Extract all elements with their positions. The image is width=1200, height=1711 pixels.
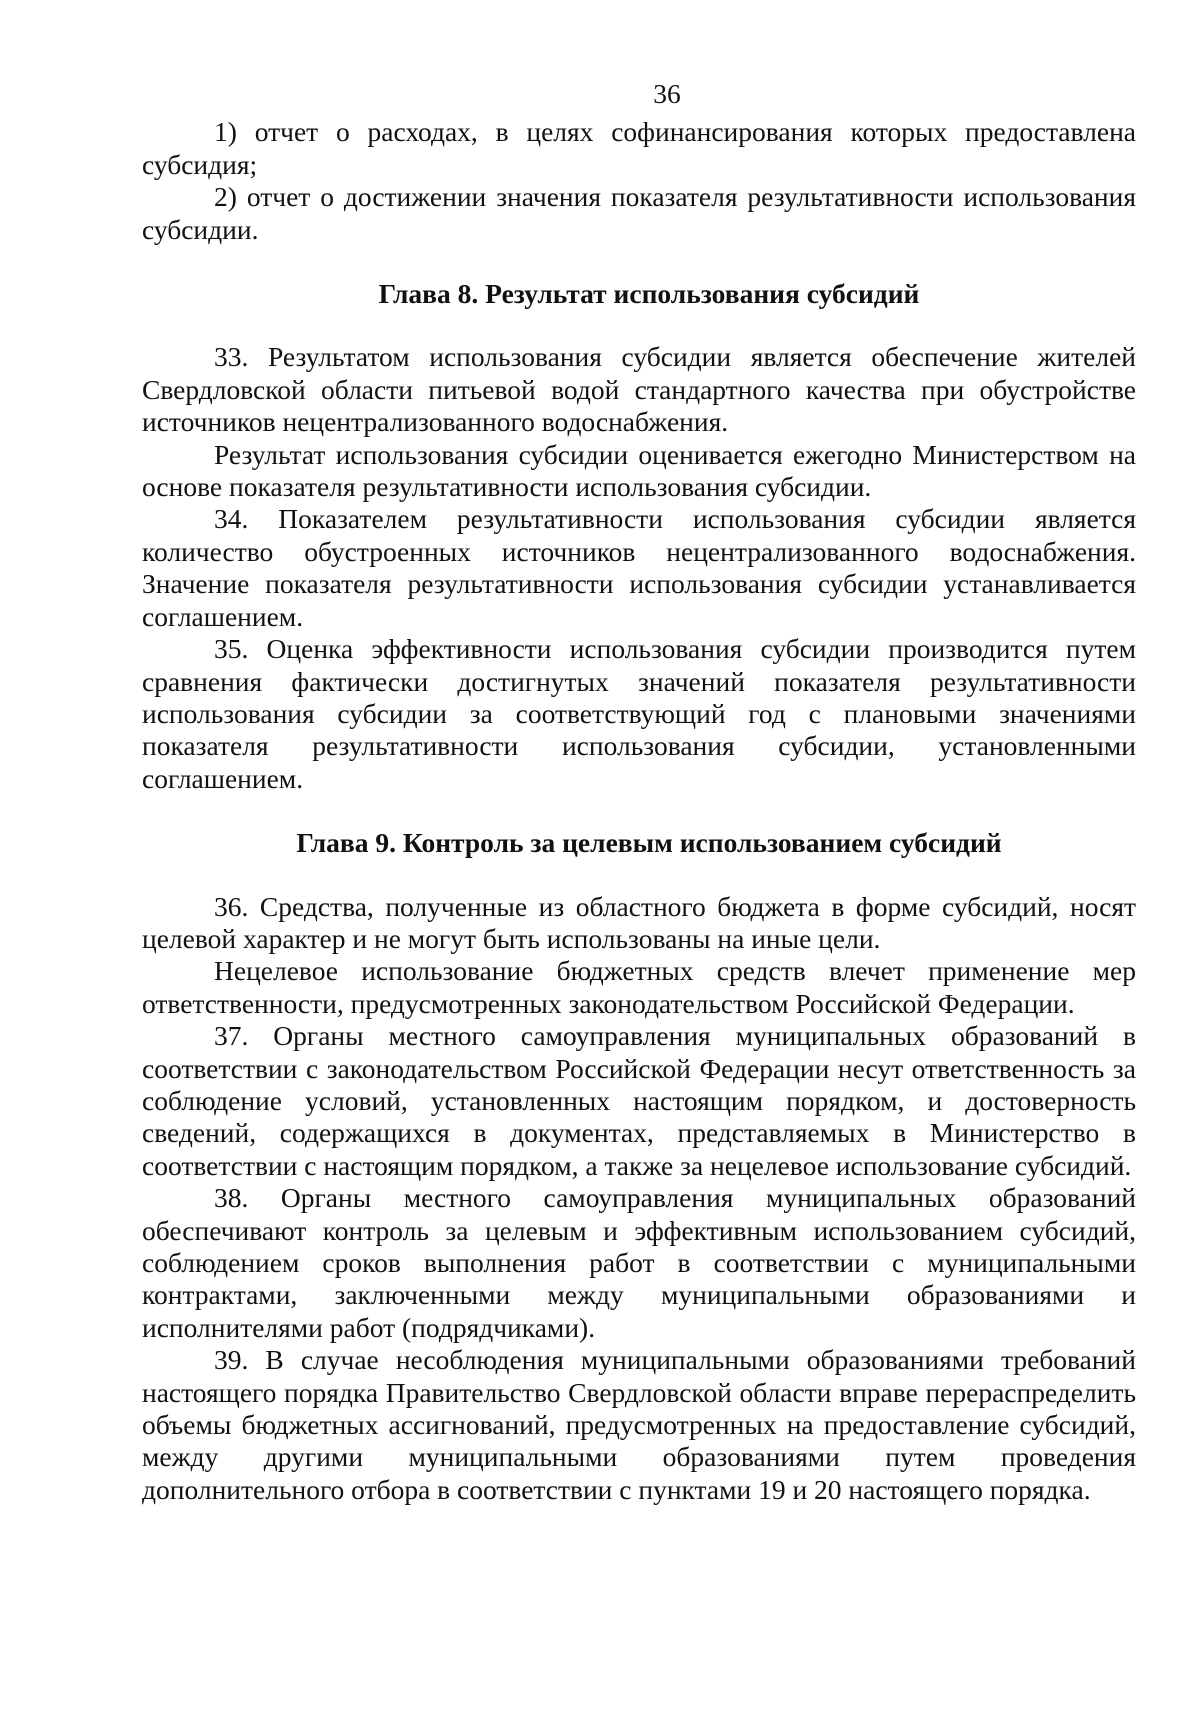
- paragraph-38: 38. Органы местного самоуправления муниципальных образований обеспечивают контроль за целевым и эффективным использованием субсидий, соблюдением сроков выполнения работ в соответствии с муниципальными контрактами, заключенными между муниципальными образованиями и исполнителями работ (подрядчиками).: [142, 1182, 1136, 1343]
- chapter-8-title: Глава 8. Результат использования субсидий: [378, 278, 920, 310]
- paragraph-36: 36. Средства, полученные из областного бюджета в форме субсидий, носят целевой характер и не могут быть использованы на иные цели.: [142, 890, 1136, 954]
- paragraph-33: 33. Результатом использования субсидии является обеспечение жителей Свердловской области питьевой водой стандартного качества при обустройстве источников нецентрализованного водоснабжения.: [142, 341, 1136, 438]
- document-page: [142, 78, 1136, 1506]
- report-item-indicator: 2) отчет о достижении значения показателя результативности использования субсидии.: [142, 181, 1136, 245]
- paragraph-36-misuse: Нецелевое использование бюджетных средств влечет применение мер ответственности, предусмотренных законодательством Российской Федерации.: [142, 955, 1136, 1019]
- page-number: 36: [653, 78, 681, 109]
- paragraph-33-evaluation: Результат использования субсидии оценивается ежегодно Министерством на основе показателя результативности использования субсидии.: [142, 438, 1136, 503]
- report-item-expenses: 1) отчет о расходах, в целях софинансирования которых предоставлена субсидия;: [142, 116, 1136, 180]
- paragraph-34: 34. Показателем результативности использования субсидии является количество обустроенных источников нецентрализованного водоснабжения. Значение показателя результативности использования субсидии устанавливается соглашением.: [142, 503, 1136, 632]
- paragraph-37: 37. Органы местного самоуправления муниципальных образований в соответствии с законодательством Российской Федерации несут ответственность за соблюдение условий, установленных настоящим порядком, и достоверность сведений, содержащихся в документах, представляемых в Министерство в соответствии с настоящим порядком, а также за нецелевое использование субсидий.: [142, 1020, 1136, 1181]
- paragraph-35: 35. Оценка эффективности использования субсидии производится путем сравнения фактически достигнутых значений показателя результативности использования субсидии за соответствующий год с плановыми значениями показателя результативности использования субсидии, установленными соглашением.: [142, 633, 1136, 794]
- paragraph-39: 39. В случае несоблюдения муниципальными образованиями требований настоящего порядка Правительство Свердловской области вправе перераспределить объемы бюджетных ассигнований, предусмотренных на предоставление субсидий, между другими муниципальными образованиями путем проведения дополнительного отбора в соответствии с пунктами 19 и 20 настоящего порядка.: [142, 1344, 1136, 1505]
- chapter-9-title: Глава 9. Контроль за целевым использованием субсидий: [296, 827, 1002, 859]
